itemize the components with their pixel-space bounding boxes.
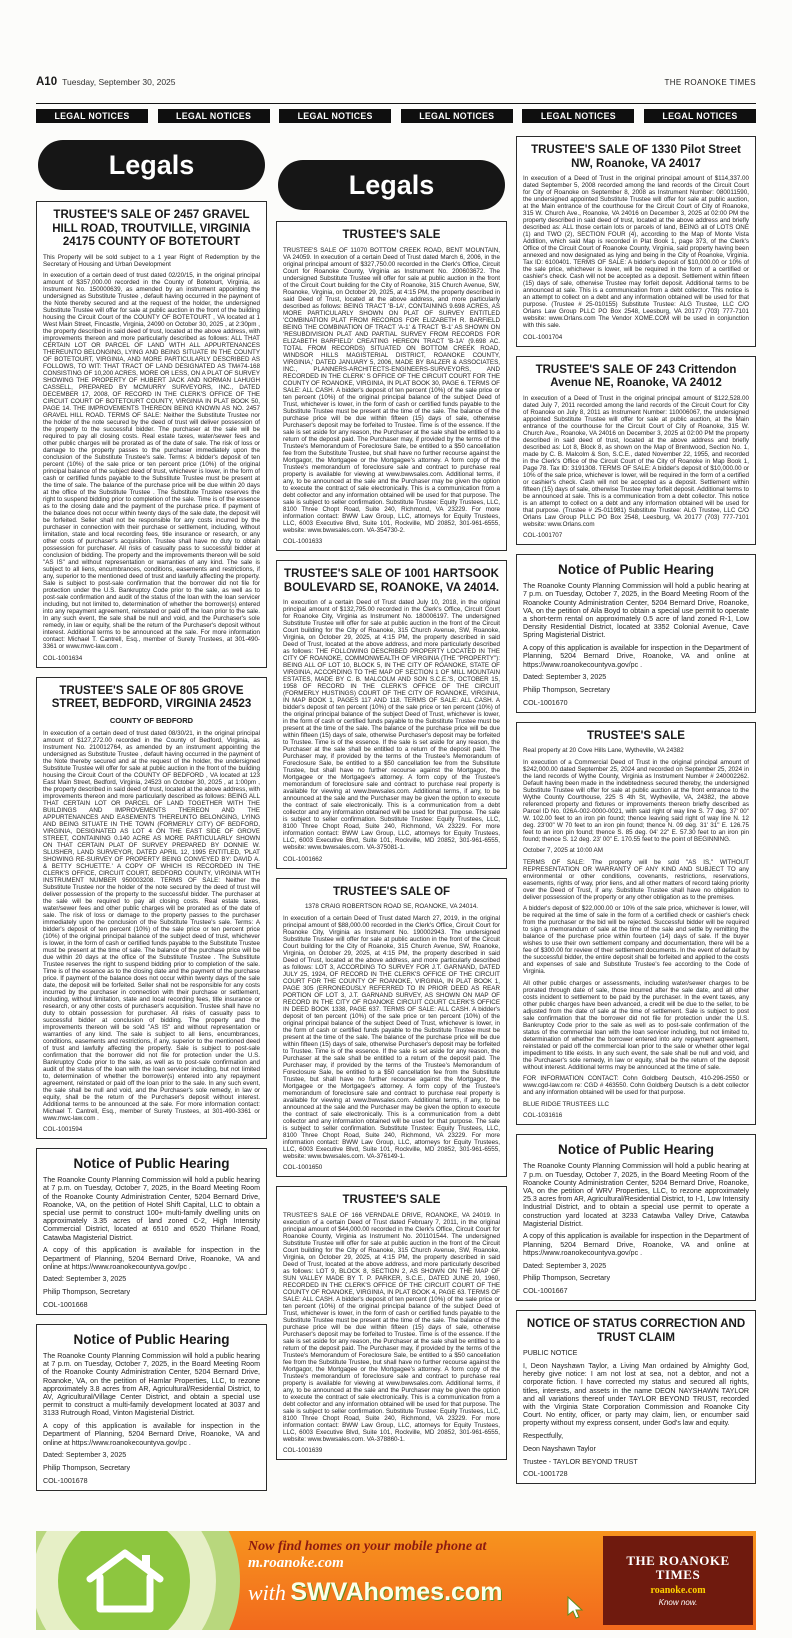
- notice-title: Notice of Public Hearing: [557, 1142, 715, 1158]
- legal-notice: [36, 201, 267, 668]
- notice-paragraph: The Roanoke County Planning Commission will hold a public hearing at 7 p.m. on Tuesday, October 7, 2025, in the Board Meeting Room of the Roanoke County Administration Center, 5204 Bernard Drive, Roanoke, VA, on the petition of Aila Boyd to obtain a special use permit to operate a short-term rental on approximately 0.5 acre of land zoned R-1, Low Density Residential District, located at 3352 Colonial Avenue, Cave Spring Magisterial District.: [523, 582, 749, 640]
- notice-paragraph: In execution of a certain deed of trust dated 08/30/21, in the original principal amount of $127,272.00 recorded in the County of Bedford, Virginia, as Instrument No. 210012764, as amended by an instrument appointing the undersigned as Substitute Trustee , default having occurred in the payment of the Note thereby secured and at the request of the holder, the undersigned Substitute Trustee will offer for sale at public auction in the front of the building housing the Circuit Court of the COUNTY OF BEDFORD , VA located at 123 East Main Street, Bedford, Virginia, 24523 on October 30, 2025 , at 1:00pm , the property described in said deed of trust, located at the above address, with improvements thereon and more particularly described as follows: BEING ALL THAT CERTAIN LOT OR PARCEL OF LAND TOGETHER WITH THE BUILDINGS AND IMPROVEMENTS THEREON AND THE APPURTENANCES AND EASEMENTS THEREUNTO BELONGING, LYING AND BEING SITUATE IN THE TOWN (FORMERLY CITY) OF BEDFORD, VIRGINIA, DESIGNATED AS LOT 4 ON THE EAST SIDE OF GROVE STREET, CONTAINING 0.140 ACRE AS MORE PARTICULARLY SHOWN ON THAT CERTAIN PLAT OF SURVEY PREPARED BY DONNIE W. SLUSHER, LAND SURVEYOR, DATED APRIL 12, 1995 ENTITLED, 'PLAT SHOWING RE-SURVEY OF PROPERTY BEING CONVEYED BY: DAVID A. & BETTY SCHUETTE.' A COPY OF WHICH IS RECORDED IN THE CLERK'S OFFICE, CIRCUIT COURT, BEDFORD COUNTY, VIRGINIA WITH INSTRUMENT NUMBER 950003208. TERMS OF SALE: Neither the Substitute Trustee nor the holder of the note secured by the deed of trust will deliver possession of the property to the successful bidder. The purchaser at the sale will be required to pay all closing costs. Real estate taxes, water/sewer fees and other public charges will be prorated as of the date of sale. The risk of loss or damage to the property passes to the purchaser immediately upon the conclusion of the Substitute Trustee's sale. Terms: A bidder's deposit of ten percent (10%) of the sale price or ten percent price (10%) of the original principal balance of the subject deed of trust, whichever is lower, in the form of cash or certified funds payable to the Substitute Trustee must be present at the time of sale. The balance of the purchase price will be due within 20 days at the office of the Substitute Trustee . The Substitute Trustee reserves the right to suspend bidding prior to completion of the sale. Time is of the essence as to the closing date and the payment of the purchase price. If payment of the balance does not occur within twenty days of the sale date, the deposit will be forfeited. Seller shall not be responsible for any costs incurred by the purchaser in connection with their purchase or settlement, including, without limitation, state and local recording fees, title insurance or research, or any other costs of purchaser's acquisition. Trustee shall have no duty to obtain possession for purchaser. All risks of casualty pass to successful bidder at conclusion of bidding. The property and the improvements thereon will be sold "AS IS" and without representation or warranties of any kind. The sale is subject to all liens, encumbrances, conditions, easements and restrictions, if any, superior to the mentioned deed of trust and lawfully affecting the property. Sale is subject to post-sale confirmation that the borrower did not file for protection under the U.S. Bankruptcy Code prior to the sale, as well as to post-sale confirmation and audit of the status of the loan with the loan servicer including, but not limited to, determination of whether the borrower(s) entered into any repayment agreement, reinstated or paid off the loan prior to the sale. In any such event, the sale shall be null and void, and the Purchaser's sole remedy, in law or equity, shall be the return of the Purchaser's deposit without interest. Additional terms to be announced at the sale. For more information contact: Michael T. Cantrell, Esq., member of Surety Trustees, at 301-490-3361 or www.mwc-law.com .: [43, 729, 260, 1122]
- notice-subtitle: COUNTY OF BEDFORD: [109, 715, 194, 725]
- notice-paragraph: The Roanoke County Planning Commission will hold a public hearing at 7 p.m. on Tuesday, October 7, 2025, in the Board Meeting Room of the Roanoke County Administration Center, 5204 Bernard Drive, Roanoke, VA, on the petition of Hamlar Properties, LLC, to rezone approximately 3.8 acres from AR, Agricultural/Residential District, to AV, Agricultural/Village Center District, and obtain a special use permit to construct a multi-family development located at 3037 and 3133 Rutrough Road, Vinton Magisterial District.: [43, 1352, 260, 1418]
- notice-paragraph: Respectfully,: [523, 1432, 564, 1441]
- ad-with-word: with: [248, 1580, 286, 1605]
- legal-notice: [516, 1310, 756, 1484]
- notice-paragraph: Dated: September 3, 2025: [523, 673, 607, 682]
- legal-notices-bar-row: [36, 109, 756, 123]
- legal-notice: [276, 878, 507, 1178]
- ad-text: [248, 1539, 608, 1607]
- masthead-row: [36, 76, 756, 88]
- notice-paragraph: In execution of a Deed of Trust in the original principal amount of $114,337.00 dated September 5, 2008 recorded among the land records of the Circuit Court for City of Roanoke on September 8, 2008 as Instrument Number: 080011590, the undersigned appointed Substitute Trustee will offer for sale at public auction, at the Main entrance of the courthouse for the Circuit Court of City of Roanoke, 315 W. Church Ave., Roanoke, VA 24016 on December 3, 2025 at 02:00 PM the property described in said deed of trust, located at the above address and briefly described as: ALL those certain lots or parcels of land, BEING all of LOTS ONE (1) and TWO (2), SECTION FOUR (4), according to the Map of Monte Vista Addition, which said Map is recorded in Plat Book 1, page 373, of the Clerk's Office of the Circuit Court of Roanoke County, Virginia, said property having been annexed and now designated as lying and being in the City of Roanoke, Virginia. Tax ID: 6100401. TERMS OF SALE: A bidder's deposit of $10,000.00 or 10% of the sale price, whichever is lower, will be required in the form of a certified or cashier's check. Cash will not be accepted as a deposit. Settlement within fifteen (15) days of sale, otherwise Trustee may forfeit deposit. Additional terms to be announced at sale. This is a communication from a debt collector. This notice is an attempt to collect on a debt and any information obtained will be used for that purpose. (Trustee # 25-010155) Substitute Trustee: ALG Trustee, LLC C/O Orlans Law Group PLLC PO Box 2548, Leesburg, VA 20177 (703) 777-7101 website: www.Orlans.com The Vendor XOME.COM will be used in conjunction with this sale.: [523, 175, 749, 330]
- notice-paragraph: I, Deon Nayshawn Taylor, a Living Man ordained by Almighty God, hereby give notice: I am not lost at sea, not a debtor, and not a corporate fiction. I have corrected my status and secured all rights, titles, interests, and assets in the name DEON NAYSHAWN TAYLOR and all variations thereof under TAYLOR BEYOND TRUST, recorded with the Virginia State Corporation Commission and Roanoke City Court. No entity, officer, or party may claim, lien, or encumber said property without my express consent, under God's law and equity.: [523, 1361, 749, 1428]
- legals-section-header: Legals: [278, 160, 505, 210]
- legal-notice: [516, 136, 756, 347]
- notice-paragraph: COL-1001728: [523, 1470, 568, 1479]
- notice-paragraph: COL-1001639: [283, 1447, 323, 1455]
- notice-paragraph: COL-1001667: [523, 1286, 568, 1295]
- legal-notice: [36, 1324, 267, 1491]
- column-2: [276, 136, 507, 1528]
- legal-notice: [276, 1186, 507, 1460]
- notice-paragraph: COL-1001678: [43, 1476, 88, 1485]
- notice-paragraph: Dated: September 3, 2025: [523, 1261, 607, 1270]
- notice-paragraph: Deon Nayshawn Taylor: [523, 1444, 596, 1453]
- notice-paragraph: In execution of a Commercial Deed of Trust in the original principal amount of $242,000.00 dated September 25, 2024 and recorded on September 25, 2024 in the land records of Wythe County, Virginia as Instrument Number # 240002262. Default having been made in the indebtedness secured thereby, the undersigned Substitute Trustee will offer for sale at public auction at the front entrance to the Wythe County Courthouse, 225 S 4th St, Wytheville, VA, 24382, the above referenced property and fixtures or improvements thereon briefly described as Parcel ID No. 026A-002-0000-0021, with said right of way line S. 77 deg. 37' 00" W. 102.00 feet to an iron pin found; thence leaving said right of way line N. 12 deg. 23'00" W 70 feet to an iron pin found; thence N. 09 deg. 31' 31" E. 126.75 feet to an iron pin found; thence S. 85 deg. 04' 22" E. 57.30 feet to an iron pin found; thence S. 12 deg. 23' 00" E. 170.55 feet to the point of BEGINNING.: [523, 758, 749, 843]
- notice-title: TRUSTEE'S SALE: [587, 729, 685, 742]
- page-number: A10: [36, 76, 58, 88]
- notice-title: TRUSTEE'S SALE OF 1001 HARTSOOK BOULEVARD SE, ROANOKE, VA 24014.: [283, 568, 500, 594]
- notice-paragraph: Philip Thompson, Secretary: [523, 1274, 611, 1283]
- notice-paragraph: COL-1001662: [283, 855, 323, 863]
- notice-paragraph: COL-1001594: [43, 1126, 83, 1134]
- legal-notice: [36, 1148, 267, 1315]
- notice-paragraph: COL-1001707: [523, 532, 563, 540]
- legal-notices-bar: LEGAL NOTICES: [158, 109, 270, 123]
- notice-paragraph: PUBLIC NOTICE: [523, 1349, 578, 1358]
- roanoke-times-tagline: Know now.: [658, 1598, 698, 1607]
- notice-paragraph: COL-1001650: [283, 1164, 323, 1172]
- notice-paragraph: Real property at 20 Cove Hills Lane, Wytheville, VA 24382: [523, 747, 684, 755]
- house-icon: [82, 1545, 168, 1617]
- notice-paragraph: 1378 CRAIG ROBERTSON ROAD SE, ROANOKE, VA 24014.: [304, 903, 479, 911]
- notice-paragraph: In execution of a certain deed of trust dated 02/20/15, in the original principal amount of $357,000.00 recorded in the County of Botetourt, Virginia, as Instrument No. 150000639, as amended by an instrument appointing the undersigned as Substitute Trustee , default having occurred in the payment of the Note thereby secured and at the request of the holder, the undersigned Substitute Trustee will offer for sale at public auction in the front of the building housing the Circuit Court of the COUNTY OF BOTETOURT , VA located at 1 West Main Street, Fincastle, Virginia, 24090 on October 30, 2025 , at 2:30pm , the property described in said deed of trust, located at the above address, with improvements thereon and more particularly described as follows: ALL THAT CERTAIN LOT OR PARCEL OF LAND WITH ALL APPURTENANCES THEREUNTO BELONGING, LYING AND BEING SITUATE IN THE COUNTY OF BOTETOURT, VIRGINIA, AND MORE PARTICULARLY DESCRIBED AS FOLLOWS, TO WIT: THAT TRACT OF LAND DESIGNATED AS TM#74-168 CONSISTING OF 10,200 ACRES, MORE OR LESS, ON A PLAT OF SURVEY SHOWING THE PROPERTY OF HUBERT JACK AND NORMAN LAHUGH CASSELL, PREPARED BY MCMURRY SURVEYORS, INC., DATED DECEMBER 17, 2008, OF RECORD IN THE CLERK'S OFFICE OF THE CIRCUIT COURT OF BOTETOURT COUNTY, VIRGINIA IN PLAT BOOK 50, PAGE 14. THE IMPROVEMENTS THEREON BEING KNOWN AS NO. 2457 GRAVEL HILL ROAD. TERMS OF SALE: Neither the Substitute Trustee nor the holder of the note secured by the deed of trust will deliver possession of the property to the successful bidder. The purchaser at the sale will be required to pay all closing costs. Real estate taxes, water/sewer fees and other public charges will be prorated as of the date of sale. The risk of loss or damage to the property passes to the purchaser immediately upon the conclusion of the Substitute Trustee's sale. Terms: A bidder's deposit of ten percent (10%) of the sale price or ten percent price (10%) of the original principal balance of the subject deed of trust, whichever is lower, in the form of cash or certified funds payable to the Substitute Trustee must be present at the time of sale. The balance of the purchase price will be due within 20 days at the office of the Substitute Trustee . The Substitute Trustee reserves the right to suspend bidding prior to completion of the sale. Time is of the essence as to the closing date and the payment of the purchase price. If payment of the balance does not occur within twenty days of the sale date, the deposit will be forfeited. Seller shall not be responsible for any costs incurred by the purchaser in connection with their purchase or settlement, including, without limitation, state and local recording fees, title insurance or research, or any other costs of purchaser's acquisition. Trustee shall have no duty to obtain possession for purchaser. All risks of casualty pass to successful bidder at conclusion of bidding. The property and the improvements thereon will be sold "AS IS" and without representation or warranties of any kind. The sale is subject to all liens, encumbrances, conditions, easements and restrictions, if any, superior to the mentioned deed of trust and lawfully affecting the property. Sale is subject to post-sale confirmation that the borrower did not file for protection under the U.S. Bankruptcy Code prior to the sale, as well as to post-sale confirmation and audit of the status of the loan with the loan servicer including, but not limited to, determination of whether the borrower(s) entered into any repayment agreement, reinstated or paid off the loan prior to the sale. In any such event, the sale shall be null and void, and the Purchaser's sole remedy, in law or equity, shall be the return of the Purchaser's deposit without interest. Additional terms to be announced at the sale. For more information contact: Michael T. Cantrell, Esq., member of Surety Trustees, at 301-490-3361 or www.mwc-law.com .: [43, 272, 260, 651]
- notice-title: TRUSTEE'S SALE OF 805 GROVE STREET, BEDFORD, VIRGINIA 24523: [51, 684, 252, 711]
- notice-paragraph: In execution of a Deed of Trust in the original principal amount of $122,528.00 dated July 7, 2011 recorded among the land records of the Circuit Court for City of Roanoke on July 8, 2011 as Instrument Number: 110006067, the undersigned appointed Substitute Trustee will offer for sale at public auction, at the Main entrance of the courthouse for the Circuit Court of City of Roanoke, 315 W. Church Ave., Roanoke, VA 24016 on December 3, 2025 at 02:00 PM the property described in said deed of trust, located at the above address and briefly described as: Lot 8, Block 8, as shown on the Map of Brentwood, Section No. 1, made by C. B. Malcolm & Son, S.C.E., dated November 22, 1955, and recorded in the Clerk's Office of the Circuit Court of the City of Roanoke in Map Book 1, Page 78. Tax ID: 3191308. TERMS OF SALE: A bidder's deposit of $10,000.00 or 10% of the sale price, whichever is lower, will be required in the form of a certified or cashier's check. Cash will not be accepted as a deposit. Settlement within fifteen (15) days of sale, otherwise Trustee may forfeit deposit. Additional terms to be announced at sale. This is a communication from a debt collector. This notice is an attempt to collect on a debt and any information obtained will be used for that purpose. (Trustee # 25-011981) Substitute Trustee: ALG Trustee, LLC C/O Orlans Law Group PLLC PO Box 2548, Leesburg, VA 20177 (703) 777-7101 website: www.Orlans.com: [523, 394, 749, 528]
- legal-notices-bar: LEGAL NOTICES: [644, 109, 756, 123]
- publication-date: Tuesday, September 30, 2025: [62, 77, 176, 87]
- legal-notice: [276, 221, 507, 551]
- legals-section-header: Legals: [38, 140, 265, 190]
- column-3: [516, 136, 756, 1528]
- cursor-icon: [566, 1596, 586, 1620]
- notice-paragraph: BLUE RIDGE TRUSTEES LLC: [523, 1100, 610, 1108]
- ad-banner: [36, 1531, 756, 1630]
- legal-notice: [276, 560, 507, 869]
- notice-title: TRUSTEE'S SALE OF: [332, 885, 451, 898]
- notice-paragraph: A bidder's deposit of $22,000.00 or 10% of the sale price, whichever is lower, will be required at the time of sale in the form of a certified check or cashier's check from the purchaser or the bid will be rejected. Successful bidder will be required to sign a memorandum of sale at the time of the sale and settle by remitting the balance of the purchase price within fourteen (14) days of sale. If the buyer wishes to use their own settlement company and documentation, there will be a fee of $300.00 for review of their settlement documents. In the event of default by the successful bidder, the entire deposit shall be forfeited and applied to the costs and expenses of sale and Substitute Trustee's fee according to the Code of Virginia.: [523, 905, 749, 976]
- newspaper-masthead: THE ROANOKE TIMES: [664, 78, 756, 87]
- notice-title: Notice of Public Hearing: [557, 562, 715, 578]
- notice-title: TRUSTEE'S SALE OF 2457 GRAVEL HILL ROAD, TROUTVILLE, VIRGINIA 24175 COUNTY OF BOTETOURT: [52, 209, 251, 249]
- notice-paragraph: COL-1001634: [43, 654, 83, 662]
- roanoke-times-logo: THE ROANOKE TIMES: [626, 1553, 730, 1582]
- notice-paragraph: In execution of a certain Deed of Trust dated March 27, 2019, in the original principal amount of $88,000.00 recorded in the Clerk's Office, Circuit Court for Roanoke City, Virginia as Instrument No. 190002943. The undersigned Substitute Trustee will offer for sale at public auction in the front of the Circuit Court building for the City of Roanoke, 315 Church Avenue, SW, Roanoke, Virginia, on October 29, 2025, at 4:15 PM, the property described in said Deed of Trust, located at the above address, and more particularly described as follows: LOT 3, ACCORDING TO SURVEY FOR J.T. GARNAND, DATED JULY 25, 1924, OF RECORD IN THE CLERK'S OFFICE OF THE CIRCUIT COURT FOR THE COUNTY OF ROANOKE, VIRGINIA, IN PLAT BOOK 1, PAGE 305 (ERRONEOUSLY REFERRED TO IN PRIOR DEED AS REAR PORTION OF LOT 3, J.T. GARNAND SURVEY, AS SHOWN ON MAP OF RECORD IN THE CITY OF ROANOKE CIRCUIT COURT CLERK'S OFFICE IN DEED BOOK 1338, PAGE 637. TERMS OF SALE: ALL CASH. A bidder's deposit of ten percent (10%) of the sale price or ten percent (10%) of the original principal balance of the subject Deed of Trust, whichever is lower, in the form of cash or certified funds payable to the Substitute Trustee must be present at the time of the sale. The balance of the purchase price will be due within fifteen (15) days of sale, otherwise Purchaser's deposit may be forfeited to Trustee. Time is of the essence. If the sale is set aside for any reason, the Purchaser at the sale shall be entitled to a return of the deposit paid. The Purchaser may, if provided by the terms of the Trustee's Memorandum of Foreclosure Sale, be entitled to a $50 cancellation fee from the Substitute Trustee, but shall have no further recourse against the Mortgagor, the Mortgagee or the Mortgagee's attorney. A form copy of the Trustee's memorandum of foreclosure sale and contract to purchase real property is available for viewing at www.bwwsales.com. Additional terms, if any, to be announced at the sale and the Purchaser may be given the option to execute the contract of sale electronically. This is a communication from a debt collector and any information obtained will be used for that purpose. The sale is subject to seller confirmation. Substitute Trustee: Equity Trustees, LLC, 8100 Three Chopt Road, Suite 240, Richmond, VA 23229. For more information contact: BWW Law Group, LLC, attorneys for Equity Trustees, LLC, 6003 Executive Blvd, Suite 101, Rockville, MD 20852, 301-961-6555, website: www.bwwsales.com. VA-376149-1.: [283, 914, 500, 1160]
- legal-notices-bar: LEGAL NOTICES: [279, 109, 391, 123]
- notice-paragraph: A copy of this application is available for inspection in the Department of Planning, 5204 Bernard Drive, Roanoke, VA and online at https://www.roanokecountyva.gov/pc .: [523, 1232, 749, 1257]
- notice-paragraph: A copy of this application is available for inspection in the Department of Planning, 5204 Bernard Drive, Roanoke, VA and online at https://www.roanokecountyva.gov/pc .: [43, 1246, 260, 1271]
- notice-paragraph: COL-1001668: [43, 1300, 88, 1309]
- column-1: [36, 136, 267, 1528]
- legal-notice: [36, 677, 267, 1140]
- notice-title: TRUSTEE'S SALE: [342, 1194, 441, 1207]
- notice-paragraph: The Roanoke County Planning Commission will hold a public hearing at 7 p.m. on Tuesday, October 7, 2025, in the Board Meeting Room of the Roanoke County Administration Center, 5204 Bernard Drive, Roanoke, VA, on the petition of WRV Properties, LLC, to rezone approximately 25.3 acres from AR, Agricultural/Residential District, to I-1, Low Intensity Industrial District, and to obtain a special use permit to operate a construction yard located at 3233 Catawba Valley Drive, Catawba Magisterial District.: [523, 1162, 749, 1228]
- notice-paragraph: TRUSTEE'S SALE OF 11070 BOTTOM CREEK ROAD, BENT MOUNTAIN, VA 24059. In execution of a certain Deed of Trust dated March 6, 2006, in the original principal amount of $327,750.00 recorded in the Clerk's Office, Circuit Court for Roanoke County, Virginia as Instrument No. 200603672. The undersigned Substitute Trustee will offer for sale at public auction in the front of the Circuit Court building for the City of Roanoke, 315 Church Avenue, SW, Roanoke, Virginia, on October 29, 2025, at 4:15 PM, the property described in said Deed of Trust, located at the above address, and more particularly described as follows: BEING TRACT 'B-1A', CONTAINING 9.698 ACRES, AS MORE PARTICULARLY SHOWN ON PLAT OF SURVEY ENTITLED 'COMBINATION PLAT FROM RECORDS FOR ELIZABETH R. BARFIELD BEING THE COMBINATION OF TRACT 'A-1' & TRACT 'B-1' AS SHOWN ON 'RESUBDIVISION PLAT AND PARTIAL SURVEY FROM RECORDS FOR ELIZABETH BARFIELD' CREATING HEREON TRACT 'B-1A' (9.698 AC. TOTAL FROM RECORDS) SITUATED ON BOTTOM CREEK ROAD, WINDSOR HILLS MAGISTERIAL DISTRICT, ROANOKE COUNTY, VIRGINIA,' DATED JANUARY 5, 2006, MADE BY BALZER & ASSOCIATES, INC., PLANNERS-ARCHITECTS-ENGINEERS-SURVEYORS, AND RECORDED IN THE CLERK' S OFFICE OF THE CIRCUIT COURT FOR THE COUNTY OF ROANOKE, VIRGINIA, IN PLAT BOOK 30, PAGE 6. TERMS OF SALE: ALL CASH. A bidder's deposit of ten percent (10%) of the sale price or ten percent (10%) of the original principal balance of the subject Deed of Trust, whichever is lower, in the form of cash or certified funds payable to the Substitute Trustee must be present at the time of the sale. The balance of the purchase price will be due within fifteen (15) days of sale, otherwise Purchaser's deposit may be forfeited to Trustee. Time is of the essence. If the sale is set aside for any reason, the Purchaser at the sale shall be entitled to a return of the deposit paid. The Purchaser may, if provided by the terms of the Trustee's Memorandum of Foreclosure Sale, be entitled to a $50 cancellation fee from the Substitute Trustee, but shall have no further recourse against the Mortgagor, the Mortgagee or the Mortgagee's attorney. A form copy of the Trustee's memorandum of foreclosure sale and contract to purchase real property is available for viewing at www.bwwsales.com. Additional terms, if any, to be announced at the sale and the Purchaser may be given the option to execute the contract of sale electronically. This is a communication from a debt collector and any information obtained will be used for that purpose. The sale is subject to seller confirmation. Substitute Trustee: Equity Trustees, LLC, 8100 Three Chopt Road, Suite 240, Richmond, VA 23229. For more information contact: BWW Law Group, LLC, attorneys for Equity Trustees, LLC, 6003 Executive Blvd, Suite 101, Rockville, MD 20852, 301-961-6555, website: www.bwwsales.com. VA-354730-2.: [283, 246, 500, 534]
- ad-headline: Now find homes on your mobile phone at: [248, 1539, 487, 1554]
- notice-paragraph: In execution of a certain Deed of Trust dated July 10, 2018, in the original principal amount of $132,795.00 recorded in the Clerk's Office, Circuit Court for Roanoke City, Virginia as Instrument No. 180006197. The undersigned Substitute Trustee will offer for sale at public auction in the front of the Circuit Court building for the City of Roanoke, 315 Church Avenue, SW, Roanoke, Virginia, on October 29, 2025, at 4:15 PM, the property described in said Deed of Trust, located at the above address, and more particularly described as follows: THE FOLLOWING DESCRIBED PROPERTY LOCATED IN THE CITY OF ROANOKE, COMMONWEALTH OF VIRGINIA (THE "PROPERTY"): BEING ALL OF LOT 10, BLOCK 5, IN THE CITY OF ROANOKE, STATE OF VIRGINIA, ACCORDING TO THE MAP OF SECTION 1 OF MILL MOUNTAIN ESTATES, MADE BY C. B. MALCOLM AND SON S.C.E.'S, OCTOBER 15, 1958 OF RECORD IN THE CLERK'S OFFICE OF THE CIRCUIT (FORMERLY HUSTINGS) COURT OF THE CITY OF ROANOKE, VIRGINIA, IN MAP BOOK 1, PAGES 117 AND 118. TERMS OF SALE: ALL CASH. A bidder's deposit of ten percent (10%) of the sale price or ten percent (10%) of the original principal balance of the subject Deed of Trust, whichever is lower, in the form of cash or certified funds payable to the Substitute Trustee must be present at the time of the sale. The balance of the purchase price will be due within fifteen (15) days of sale, otherwise Purchaser's deposit may be forfeited to Trustee. Time is of the essence. If the sale is set aside for any reason, the Purchaser at the sale shall be entitled to a return of the deposit paid. The Purchaser may, if provided by the terms of the Trustee's Memorandum of Foreclosure Sale, be entitled to a $50 cancellation fee from the Substitute Trustee, but shall have no further recourse against the Mortgagor, the Mortgagee or the Mortgagee's attorney. A form copy of the Trustee's memorandum of foreclosure sale and contract to purchase real property is available for viewing at www.bwwsales.com. Additional terms, if any, to be announced at the sale and the Purchaser may be given the option to execute the contract of sale electronically. This is a communication from a debt collector and any information obtained will be used for that purpose. The sale is subject to seller confirmation. Substitute Trustee: Equity Trustees, LLC, 8100 Three Chopt Road, Suite 240, Richmond, VA 23229. For more information contact: BWW Law Group, LLC, attorneys for Equity Trustees, LLC, 6003 Executive Blvd, Suite 101, Rockville, MD 20852, 301-961-6555, website: www.bwwsales.com. VA-375081-1.: [283, 599, 500, 852]
- notice-title: Notice of Public Hearing: [73, 1332, 230, 1348]
- notice-paragraph: Philip Thompson, Secretary: [43, 1463, 131, 1472]
- notice-paragraph: COL-1001670: [523, 698, 568, 707]
- notice-paragraph: The Roanoke County Planning Commission will hold a public hearing at 7 p.m. on Tuesday, October 7, 2025, in the Board Meeting Room of the Roanoke County Administration Center, 5204 Bernard Drive, Roanoke, VA, on the petition of Hotel Shift Capital, LLC to obtain a special use permit to construct 100+ multi-family dwelling units on approximately 3.35 acres of land zoned C-2, High Intensity Commercial District, located at 6510 and 6520 Thirlane Road, Catawba Magisterial District.: [43, 1176, 260, 1242]
- notice-title: TRUSTEE'S SALE: [342, 229, 441, 241]
- notice-paragraph: October 7, 2025 at 10:00 AM: [523, 847, 603, 855]
- notice-paragraph: COL-1001633: [283, 538, 323, 546]
- legal-notice: [516, 722, 756, 1126]
- legal-notices-bar: LEGAL NOTICES: [401, 109, 513, 123]
- roanoke-times-url: roanoke.com: [650, 1585, 706, 1596]
- ad-brand-url: SWVAhomes.com: [290, 1578, 503, 1606]
- notice-paragraph: Dated: September 3, 2025: [43, 1451, 127, 1460]
- notice-paragraph: COL-1001704: [523, 333, 563, 341]
- notice-paragraph: All other public charges or assessments, including water/sewer charges to be prorated through date of sale, those incurred after the sale date, and all other costs incident to settlement to be paid by the purchaser. In the event taxes, any other public charges have been advanced, a credit will be due to the seller, to be adjusted from the date of sale at the time of settlement. Sale is subject to post sale confirmation that the borrower did not file for protection under the U.S. Bankruptcy Code prior to the sale as well as to post-sale confirmation of the status of the commercial loan with the loan servicer including, but not limited to, determination of whether the borrower entered into any repayment agreement, reinstated or paid off the commercial loan prior to the sale or whether other legal impediment to title exists. In any such event, the sale shall be null and void, and the Purchaser's sole remedy, in law or equity, shall be the return of the deposit without interest. Additional terms may be announced at the time of sale.: [523, 979, 749, 1071]
- legal-notices-bar: LEGAL NOTICES: [36, 109, 148, 123]
- notice-title: TRUSTEE'S SALE OF 1330 Pilot Street NW, Roanoke, VA 24017: [531, 144, 741, 170]
- header-rule: [36, 103, 756, 104]
- notice-paragraph: Trustee - TAYLOR BEYOND TRUST: [523, 1457, 638, 1466]
- notice-paragraph: Philip Thompson, Secretary: [523, 685, 611, 694]
- legal-notice: [516, 356, 756, 546]
- notice-paragraph: A copy of this application is available for inspection in the Department of Planning, 5204 Bernard Drive, Roanoke, VA and online at https://www.roanokecountyva.gov/pc .: [523, 644, 749, 669]
- legal-notices-bar: LEGAL NOTICES: [522, 109, 634, 123]
- notice-title: Notice of Public Hearing: [73, 1156, 230, 1172]
- notice-paragraph: Dated: September 3, 2025: [43, 1275, 127, 1284]
- notice-paragraph: FOR INFORMATION CONTACT: Cohn Goldberg Deutsch, 410-296-2550 or www.cgd-law.com re: CGD # 463550. Cohn Goldberg Deutsch is a debt collector and any information obtained will be used for that purpose.: [523, 1075, 749, 1097]
- legal-notice: [516, 1134, 756, 1301]
- notice-title: NOTICE OF STATUS CORRECTION AND TRUST CLAIM: [526, 1318, 746, 1344]
- notice-paragraph: TERMS OF SALE: The property will be sold "AS IS," WITHOUT REPRESENTATION OR WARRANTY OF ANY KIND AND SUBJECT TO any environmental or other conditions, covenants, restrictions, reservations, easements, rights of way, prior liens, and all other matters of record taking priority over the Deed of Trust, if any. Substitute Trustee shall have no obligation to deliver possession of the property or any other obligation as to the premises.: [523, 858, 749, 901]
- legal-notice: [516, 554, 756, 713]
- roanoke-times-logo-box: [603, 1536, 753, 1625]
- notice-title: TRUSTEE'S SALE OF 243 Crittendon Avenue NE, Roanoke, VA 24012: [535, 363, 737, 390]
- notice-columns: [36, 136, 756, 1528]
- notice-paragraph: TRUSTEE'S SALE OF 166 VERNDALE DRIVE, ROANOKE, VA 24019. In execution of a certain Deed of Trust dated February 7, 2011, in the original principal amount of $44,000.00 recorded in the Clerk's Office, Circuit Court for Roanoke County, Virginia as Instrument No. 201101544. The undersigned Substitute Trustee will offer for sale at public auction in the front of the Circuit Court building for the City of Roanoke, 315 Church Avenue, SW, Roanoke, Virginia, on October 29, 2025, at 4:15 PM, the property described in said Deed of Trust, located at the above address, and more particularly described as follows: LOT 9, BLOCK 8, SECTION 2, AS SHOWN ON THE MAP OF SUN VALLEY MADE BY T. P. PARKER, S.C.E., DATED JUNE 20, 1960, RECORDED IN THE CLERK'S OFFICE OF THE CIRCUIT COURT OF THE COUNTY OF ROANOKE, VIRGINIA, IN PLAT BOOK 4, PAGE 63. TERMS OF SALE: ALL CASH. A bidder's deposit of ten percent (10%) of the sale price or ten percent (10%) of the original principal balance of the subject Deed of Trust, whichever is lower, in the form of cash or certified funds payable to the Substitute Trustee must be present at the time of the sale. The balance of the purchase price will be due within fifteen (15) days of sale, otherwise Purchaser's deposit may be forfeited to Trustee. Time is of the essence. If the sale is set aside for any reason, the Purchaser at the sale shall be entitled to a return of the deposit paid. The Purchaser may, if provided by the terms of the Trustee's Memorandum of Foreclosure Sale, be entitled to a $50 cancellation fee from the Substitute Trustee, but shall have no further recourse against the Mortgagor, the Mortgagee or the Mortgagee's attorney. A form copy of the Trustee's memorandum of foreclosure sale and contract to purchase real property is available for viewing at www.bwwsales.com. Additional terms, if any, to be announced at the sale and the Purchaser may be given the option to execute the contract of sale electronically. This is a communication from a debt collector and any information obtained will be used for that purpose. The sale is subject to seller confirmation. Substitute Trustee: Equity Trustees, LLC, 8100 Three Chopt Road, Suite 240, Richmond, VA 23229. For more information contact: BWW Law Group, LLC, attorneys for Equity Trustees, LLC, 6003 Executive Blvd, Suite 101, Rockville, MD 20852, 301-961-6555, website: www.bwwsales.com. VA-378860-1.: [283, 1211, 500, 1443]
- notice-paragraph: This Property will be sold subject to a 1 year Right of Redemption by the Secretary of Housing and Urban Development: [43, 253, 260, 268]
- ad-mobile-url: m.roanoke.com: [248, 1555, 344, 1571]
- notice-paragraph: COL-1031616: [523, 1112, 563, 1120]
- notice-paragraph: A copy of this application is available for inspection in the Department of Planning, 5204 Bernard Drive, Roanoke, VA and online at https://www.roanokecountyva.gov/pc .: [43, 1422, 260, 1447]
- notice-paragraph: Philip Thompson, Secretary: [43, 1288, 131, 1297]
